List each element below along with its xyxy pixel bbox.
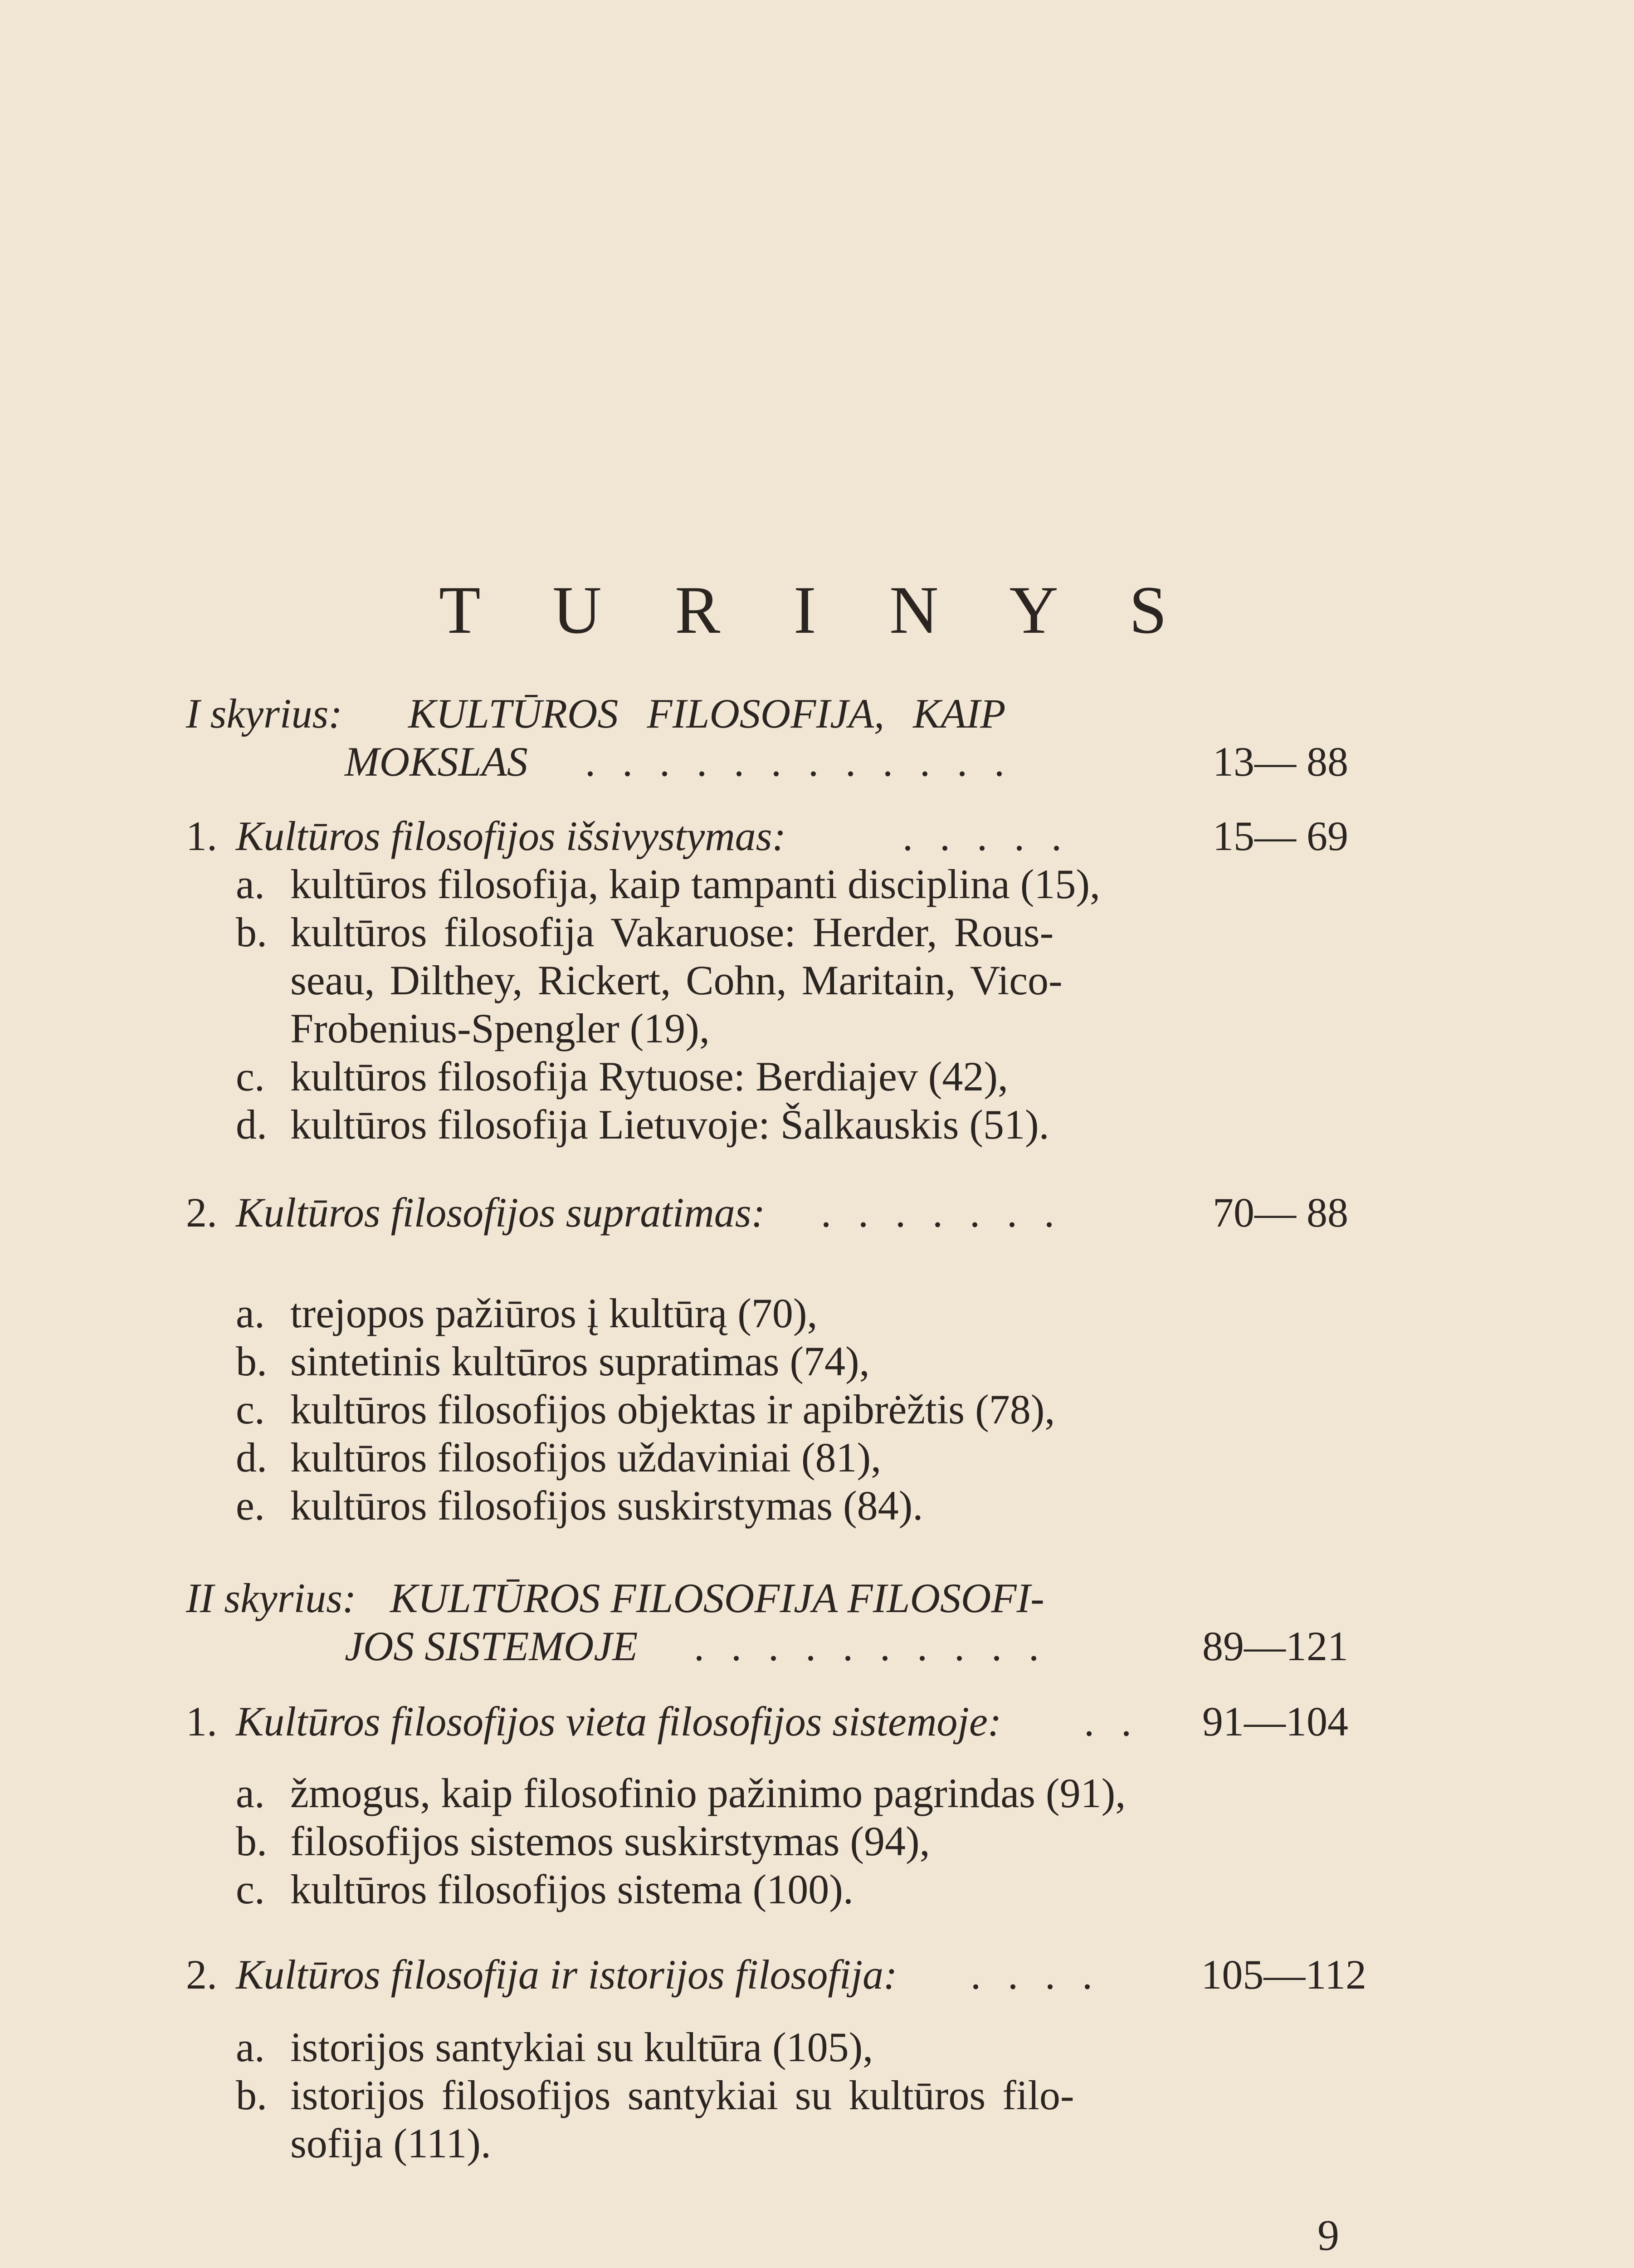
item-letter: a. [236,2024,265,2070]
section-title: Kultūros filosofija ir istorijos filosofija: [236,1951,897,1998]
item-text: seau, Dilthey, Rickert, Cohn, Maritain, Vico- [290,957,1063,1003]
leader-dots: . . . . [971,1951,1101,1998]
chapter-title-line2: MOKSLAS [345,738,528,785]
item-letter: a. [236,861,265,907]
item-text: trejopos pažiūros į kultūrą (70), [290,1290,818,1336]
item-letter: b. [236,2072,267,2118]
chapter-title-line1: KULTŪROS FILOSOFIJA, KAIP [408,690,1006,737]
item-text: žmogus, kaip filosofinio pažinimo pagrindas (91), [290,1770,1126,1816]
item-text: kultūros filosofija, kaip tampanti disciplina (15), [290,861,1101,907]
page-range: 70— 88 [1213,1189,1348,1236]
page-number: 9 [1317,2211,1339,2259]
item-letter: b. [236,909,267,955]
item-letter: d. [236,1101,267,1148]
page-range: 13— 88 [1213,738,1348,785]
leader-dots: . . . . . . . . . . [694,1623,1047,1669]
item-letter: a. [236,1290,265,1336]
item-text: sofija (111). [290,2120,491,2166]
item-text: kultūros filosofijos sistema (100). [290,1866,854,1912]
section-title: Kultūros filosofijos supratimas: [236,1189,766,1236]
leader-dots: . . . . . . . [821,1189,1063,1236]
item-text: kultūros filosofija Vakaruose: Herder, Rous- [290,909,1054,955]
section-number: 1. [186,813,217,859]
item-text: filosofijos sistemos suskirstymas (94), [290,1818,930,1864]
page-range: 105—112 [1201,1951,1366,1998]
chapter-label: II skyrius: [186,1575,356,1621]
page-title: T U R I N Y S [439,572,1195,648]
item-text: istorijos santykiai su kultūra (105), [290,2024,873,2070]
section-number: 2. [186,1951,217,1998]
item-text: Frobenius-Spengler (19), [290,1005,710,1051]
item-text: kultūros filosofijos objektas ir apibrėžtis (78), [290,1386,1055,1432]
section-number: 2. [186,1189,217,1236]
item-text: kultūros filosofija Lietuvoje: Šalkauskis (51). [290,1101,1049,1148]
page-range: 15— 69 [1213,813,1348,859]
item-text: sintetinis kultūros supratimas (74), [290,1338,870,1384]
item-text: kultūros filosofijos uždaviniai (81), [290,1434,882,1481]
item-text: kultūros filosofija Rytuose: Berdiajev (42), [290,1053,1009,1100]
item-letter: e. [236,1482,265,1529]
chapter-title-line2: JOS SISTEMOJE [345,1623,638,1669]
item-letter: b. [236,1338,267,1384]
page-range: 91—104 [1202,1698,1348,1745]
chapter-label: I skyrius: [186,690,342,737]
item-letter: b. [236,1818,267,1864]
item-letter: c. [236,1866,265,1912]
item-letter: d. [236,1434,267,1481]
item-letter: c. [236,1053,265,1100]
section-number: 1. [186,1698,217,1745]
item-letter: c. [236,1386,265,1432]
item-text: kultūros filosofijos suskirstymas (84). [290,1482,923,1529]
chapter-title-line1: KULTŪROS FILOSOFIJA FILOSOFI- [390,1575,1044,1621]
page-range: 89—121 [1202,1623,1348,1669]
item-text: istorijos filosofijos santykiai su kultūros filo- [290,2072,1074,2118]
leader-dots: . . . . . . . . . . . . [585,738,1013,785]
section-title: Kultūros filosofijos išsivystymas: [236,813,786,859]
item-letter: a. [236,1770,265,1816]
leader-dots: . . . . . [902,813,1070,859]
leader-dots: . . [1084,1698,1140,1745]
section-title: Kultūros filosofijos vieta filosofijos sistemoje: [236,1698,1002,1745]
